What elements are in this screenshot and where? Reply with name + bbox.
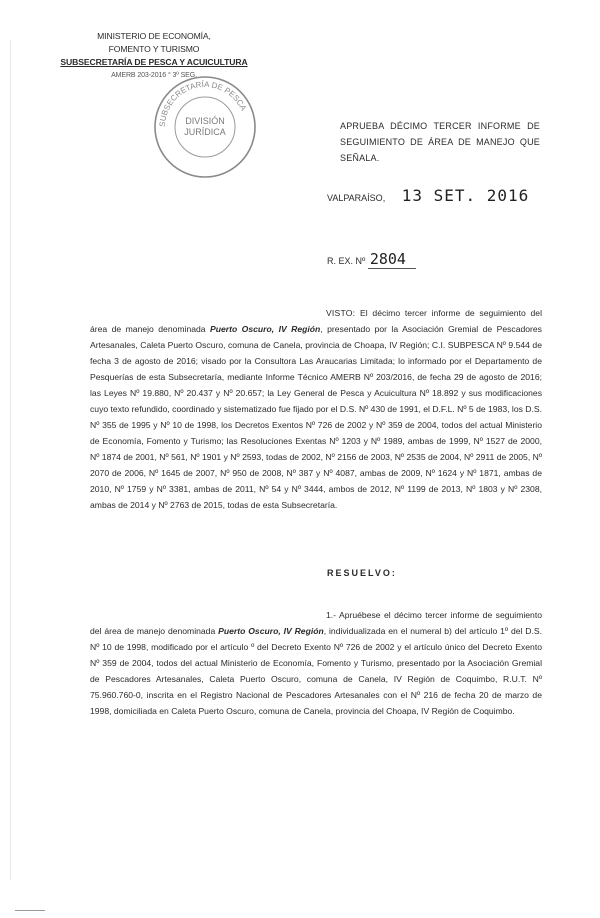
rex-number: 2804 <box>368 250 416 269</box>
date-city: VALPARAÍSO, <box>327 193 386 203</box>
letterhead-reference: AMERB 203-2016 ° 3º SEG. <box>111 72 197 79</box>
item1-text-2: , individualizada en el numeral b) del artículo 1º del D.S. Nº 10 de 1998, modificado por el artículo º del Decreto Exento Nº 726 de 2002 y el artículo único del Decreto Exento Nº 359 de 2004, todos del actual Ministerio de Economía, Fomento y Turismo, presentado por la Asociación Gremial de Pescadores Artesanales, Caleta Puerto Oscuro, comuna de Canela, IV Región de Coquimbo, R.U.T. Nº 75.960.760-0, inscrita en el Registro Nacional de Pescadores Artesanales con el Nº 216 de fecha 20 de marzo de 1998, domiciliada en Caleta Puerto Oscuro, comuna de Canela, provincia del Choapa, IV Región de Coquimbo. <box>90 626 543 716</box>
stamp-center-line1: DIVISIÓN <box>185 116 225 126</box>
letterhead-ministry-2: FOMENTO Y TURISMO <box>108 44 200 54</box>
rex-label: R. EX. Nº <box>327 256 366 266</box>
visto-paragraph <box>90 305 542 513</box>
scan-edge <box>10 40 11 880</box>
visto-lead: VISTO: <box>326 308 356 318</box>
letterhead-ministry: MINISTERIO DE ECONOMÍA, <box>97 31 211 41</box>
visto-text-1: El décimo tercer informe de seguimiento del área de manejo denominada <box>90 308 542 334</box>
visto-place: Puerto Oscuro, IV Región <box>210 324 321 334</box>
date-line <box>327 186 529 205</box>
division-juridica-stamp <box>150 72 260 182</box>
resolution-number-line <box>327 250 416 268</box>
visto-text-2: , presentado por la Asociación Gremial de Pescadores Artesanales, Caleta Puerto Oscuro, comuna de Canela, provincia de Choapa, IV Región; C.I. SUBPESCA Nº 9.544 de fecha 3 de agosto de 2016; visado por la Consultora Las Araucarias Limitada; lo informado por el Departamento de Pesquerías de esta Subsecretaría, mediante Informe Técnico AMERB Nº 203/2016, de fecha 29 de agosto de 2016; las Leyes Nº 19.880, Nº 20.437 y Nº 20.657; la Ley General de Pesca y Acuicultura Nº 18.892 y sus modificaciones cuyo texto refundido, coordinado y sistematizado fue fijado por el D.S. Nº 430 de 1991, el D.F.L. Nº 5 de 1983, los D.S. Nº 355 de 1995 y Nº 10 de 1998, los Decretos Exentos Nº 726 de 2002 y Nº 359 de 2004, todos del actual Ministerio de Economía, Fomento y Turismo; las Resoluciones Exentas Nº 1203 y Nº 1989, ambas de 1999, Nº 1527 de 2000, Nº 1874 de 2001, Nº 561, Nº 1901 y Nº 2593, todas de 2002, Nº 2156 de 2003, Nº 2535 de 2004, Nº 2911 de 2005, Nº 2070 de 2006, Nº 1645 de 2007, Nº 950 de 2008, Nº 387 y Nº 4087, ambas de 2009, Nº 1624 y Nº 1871, ambas de 2010, Nº 1759 y Nº 3381, ambas de 2011, Nº 54 y Nº 3444, ambos de 2012, Nº 1199 de 2013, Nº 1803 y Nº 2308, ambas de 2014 y Nº 2763 de 2015, todas de esta Subsecretaría. <box>90 324 542 510</box>
item1-lead: 1.- <box>326 610 339 620</box>
stamp-center-line2: JURÍDICA <box>184 127 226 137</box>
item1-place: Puerto Oscuro, IV Región <box>218 626 324 636</box>
item1-text-1: Apruébese el décimo tercer informe de seguimiento del área de manejo denominada <box>90 610 542 636</box>
resuelvo-heading: RESUELVO: <box>327 568 397 578</box>
approves-heading: APRUEBA DÉCIMO TERCER INFORME DE SEGUIMIENTO DE ÁREA DE MANEJO QUE SEÑALA. <box>340 121 540 163</box>
resolution-item-1 <box>90 607 542 719</box>
stamp-arc-text: SUBSECRETARÍA DE PESCA <box>157 79 249 128</box>
footer-mark <box>15 910 45 911</box>
letterhead-subsecretaria: SUBSECRETARÍA DE PESCA Y ACUICULTURA <box>60 57 248 67</box>
date-handwritten: 13 SET. 2016 <box>401 186 530 205</box>
